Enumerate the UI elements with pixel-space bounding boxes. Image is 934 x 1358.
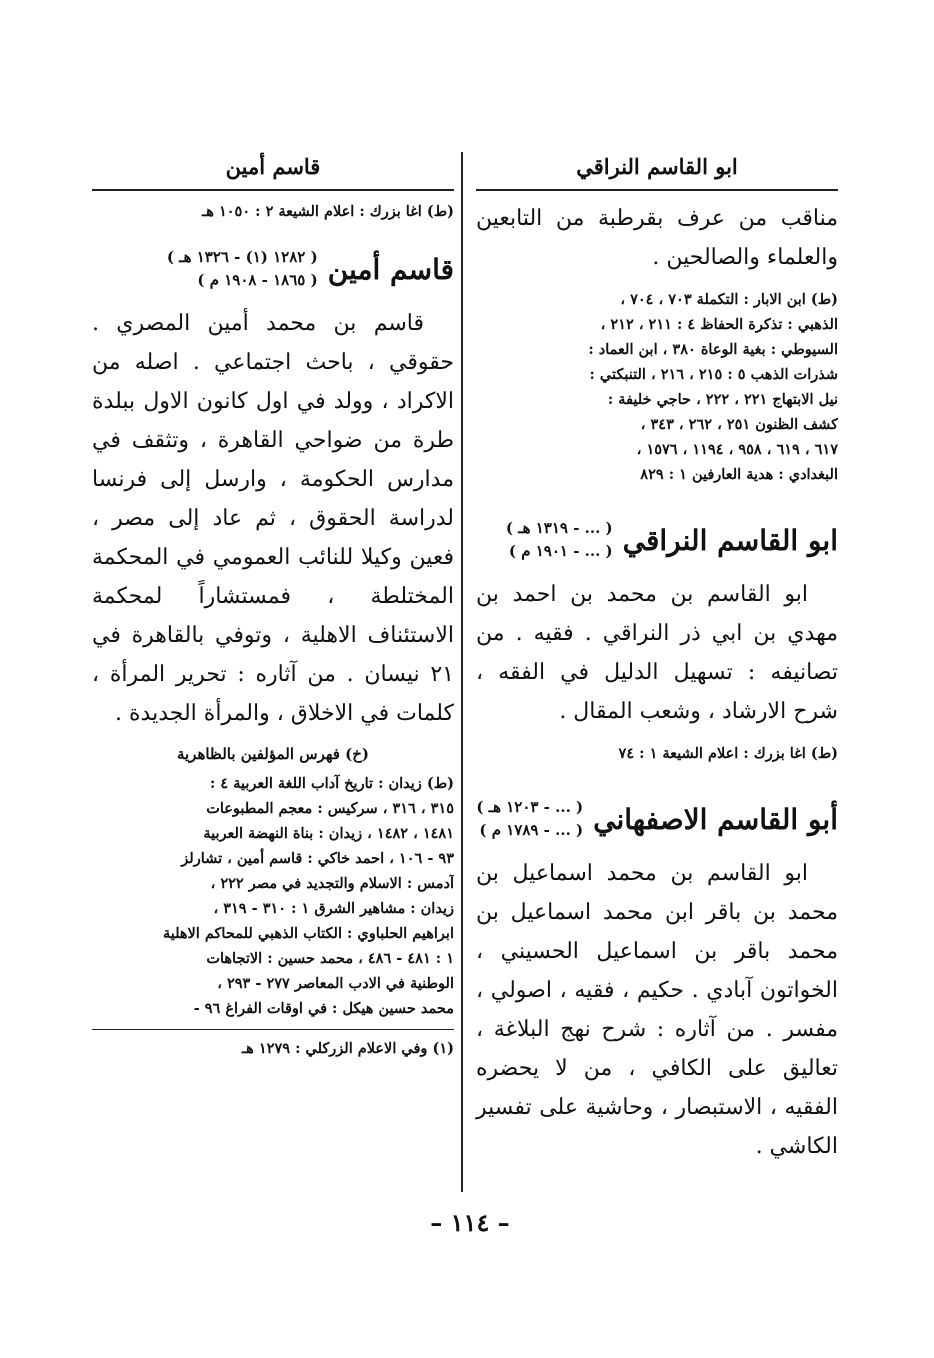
footnote-text: (١) وفي الاعلام الزركلي : ١٢٧٩ هـ xyxy=(241,1040,454,1057)
continuation-references xyxy=(476,287,838,487)
reference-line: ١٤٨١ ، ١٤٨٢ ، زيدان : بناة النهضة العربية xyxy=(203,825,454,842)
entry-heading-qasim-amin xyxy=(92,246,454,292)
entry-dates xyxy=(476,796,583,842)
reference-line: شذرات الذهب ٥ : ٢١٥ ، ٢١٦ ، التنبكتي : xyxy=(589,366,838,383)
date-hijri: ( ١٢٨٢ (١) - ١٣٢٦ هـ ) xyxy=(166,248,318,266)
running-head-left: قاسم أمين xyxy=(92,140,454,191)
reference-line: زيدان : مشاهير الشرق ١ : ٣١٠ - ٣١٩ ، xyxy=(213,900,454,917)
entry-dates xyxy=(506,517,613,563)
reference-line: كشف الظنون ٢٥١ ، ٢٦٢ ، ٣٤٣ ، xyxy=(640,416,838,433)
entry-heading-isfahani xyxy=(476,796,838,842)
entry-text-isfahani: ابو القاسم بن محمد اسماعيل بن محمد بن باقر ابن محمد اسماعيل بن محمد باقر بن اسماعيل الحسيني ، الخواتون آبادي . حكيم ، فقيه ، اصولي ، مفسر . من آثاره : شرح نهج البلاغة ، تعاليق على الكافي ، من لا يحضره الفقيه ، الاستبصار ، وحاشية على تفسير الكاشي . xyxy=(476,861,838,1159)
page-number: – ١١٤ – xyxy=(430,1208,510,1237)
reference-line: البغدادي : هدية العارفين ١ : ٨٢٩ xyxy=(640,466,838,483)
reference-line: السيوطي : بغية الوعاة ٣٨٠ ، ابن العماد : xyxy=(588,341,838,358)
date-gregorian: ( ١٨٦٥ - ١٩٠٨ م ) xyxy=(197,271,318,289)
reference-line: (ط) اغا بزرك : اعلام الشيعة ٢ : ١٠٥٠ هـ xyxy=(202,203,454,220)
continuation-text: مناقب من عرف بقرطبة من التابعين والعلماء والصالحين . xyxy=(476,206,838,270)
reference-line: الوطنية في الادب المعاصر ٢٧٧ - ٢٩٣ ، xyxy=(217,975,454,992)
column-divider xyxy=(461,152,463,1192)
entry-references-naraqi xyxy=(476,741,838,766)
right-column xyxy=(476,140,838,1166)
entry-references-qasim-amin xyxy=(92,771,454,1021)
reference-line: (ط) اغا بزرك : اعلام الشيعة ١ : ٧٤ xyxy=(618,745,838,762)
date-gregorian: ( ... - ١٩٠١ م ) xyxy=(508,542,613,560)
left-column xyxy=(92,140,454,1061)
footnote xyxy=(92,1029,454,1061)
reference-line: محمد حسين هيكل : في اوقات الفراغ ٩٦ - xyxy=(193,1000,454,1017)
date-hijri: ( ... - ١٣١٩ هـ ) xyxy=(505,519,613,537)
reference-line: نيل الابتهاج ٢٢١ ، ٢٢٢ ، حاجي خليفة : xyxy=(607,391,838,408)
entry-name: قاسم أمين xyxy=(327,252,454,286)
reference-line: ٣١٥ ، ٣١٦ ، سركيس : معجم المطبوعات xyxy=(206,800,454,817)
date-gregorian: ( ... - ١٧٨٩ م ) xyxy=(479,821,584,839)
running-head-right: ابو القاسم النراقي xyxy=(476,140,838,191)
reference-line: آدمس : الاسلام والتجديد في مصر ٢٢٢ ، xyxy=(210,875,454,892)
reference-line: ٩٣ - ١٠٦ ، احمد خاكي : قاسم أمين ، تشارلز xyxy=(181,850,454,867)
entry-name: أبو القاسم الاصفهاني xyxy=(593,802,838,836)
entry-name: ابو القاسم النراقي xyxy=(622,523,838,557)
reference-line: ابراهيم الحلباوي : الكتاب الذهبي للمحاكم الاهلية xyxy=(162,925,454,942)
reference-line: ٦١٧ ، ٦١٩ ، ٩٥٨ ، ١١٩٤ ، ١٥٧٦ ، xyxy=(636,441,838,458)
reference-line: (ط) زيدان : تاريخ آداب اللغة العربية ٤ : xyxy=(209,775,454,792)
reference-line: ١ : ٤٨١ - ٤٨٦ ، محمد حسين : الاتجاهات xyxy=(206,950,454,967)
entry-dates xyxy=(167,246,318,292)
reference-line: الذهبي : تذكرة الحفاظ ٤ : ٢١١ ، ٢١٢ ، xyxy=(600,316,838,333)
manuscript-source-note: (خ) فهرس المؤلفين بالظاهرية xyxy=(176,745,370,763)
entry-heading-naraqi xyxy=(476,517,838,563)
entry-text-naraqi: ابو القاسم بن محمد بن احمد بن مهدي بن ابي ذر النراقي . فقيه . من تصانيفه : تسهيل الدليل في الفقه ، شرح الارشاد ، وشعب المقال . xyxy=(476,582,838,724)
top-reference xyxy=(92,199,454,224)
entry-text-qasim-amin: قاسم بن محمد أمين المصري . حقوقي ، باحث اجتماعي . اصله من الاكراد ، وولد في اول كانون الاول ببلدة طرة من ضواحي القاهرة ، وتثقف في مدارس الحكومة ، وارسل إلى فرنسا لدراسة الحقوق ، ثم عاد إلى مصر ، فعين وكيلا للنائب العمومي في المحكمة المختلطة ، فمستشاراً لمحكمة الاستئناف الاهلية ، وتوفي بالقاهرة في ٢١ نيسان . من آثاره : تحرير المرأة ، كلمات في الاخلاق ، والمرأة الجديدة . xyxy=(92,311,454,726)
date-hijri: ( ... - ١٢٠٣ هـ ) xyxy=(476,798,584,816)
reference-line: (ط) ابن الابار : التكملة ٧٠٣ ، ٧٠٤ ، xyxy=(620,291,838,308)
